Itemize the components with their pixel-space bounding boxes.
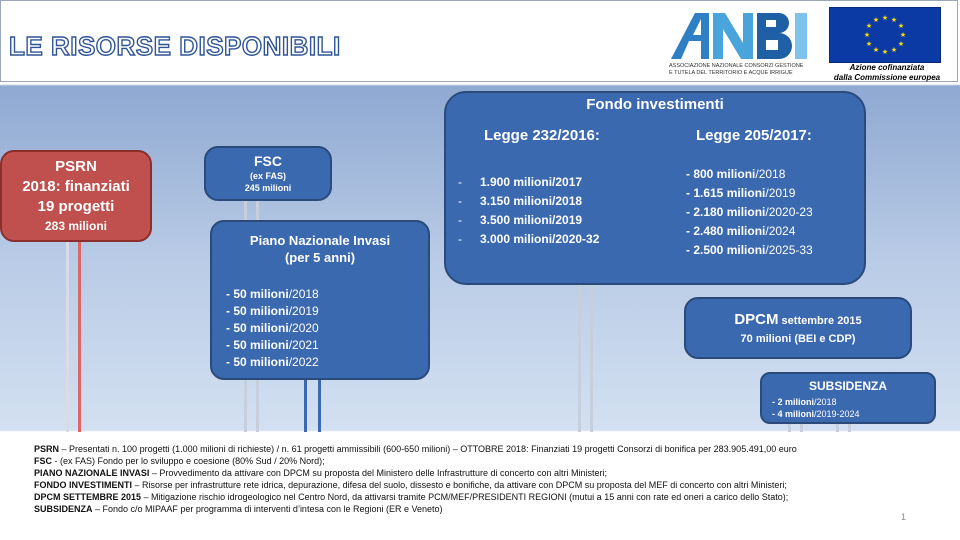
eu-caption-line2: dalla Commissione europea [833, 73, 941, 82]
fondo-col1-list [458, 173, 599, 249]
fondo-col1-title: Legge 232/2016: [484, 127, 600, 144]
list-item: - 50 milioni/2018 [226, 287, 319, 301]
fondo-col2-list [686, 165, 813, 260]
psrn-pole-left [66, 240, 69, 432]
piano-title1: Piano Nazionale Invasi [249, 233, 391, 248]
list-item: - 3.150 milioni/2018 [458, 194, 583, 208]
dpcm-title: DPCM [734, 311, 779, 328]
svg-text:★: ★ [872, 46, 880, 54]
list-item: - 800 milioni/2018 [686, 167, 786, 181]
list-item: - 3.500 milioni/2019 [458, 213, 583, 227]
dpcm-box [684, 297, 912, 359]
anbi-logo-graphic [669, 7, 819, 63]
fondo-title: Fondo investimenti [586, 96, 724, 113]
list-item: - 3.000 milioni/2020-32 [458, 232, 600, 246]
page-title: LE RISORSE DISPONIBILI [9, 31, 341, 61]
subsidenza-box [760, 372, 936, 424]
fondo-col2-title: Legge 205/2017: [696, 127, 812, 144]
list-item: - 2.500 milioni/2025-33 [686, 243, 813, 257]
list-item: - 50 milioni/2021 [226, 338, 319, 352]
list-item: - 50 milioni/2020 [226, 321, 319, 335]
subsidenza-title: SUBSIDENZA [808, 379, 887, 393]
footer-note-psrn: PSRN – Presentati n. 100 progetti (1.000 milioni di richieste) / n. 61 progetti ammissibili (600-650 milioni) – OTTOBRE 2018: Finanziati 19 progetti Consorzi di bonifica per 283.905.491,00 euro [34, 444, 797, 454]
footer-note-fondo: FONDO INVESTIMENTI – Risorse per infrastrutture rete idrica, depurazione, difesa del suolo, dissesto e bonifiche, da attivare con DPCM su proposta del MEF di concerto con altri Ministeri; [34, 480, 787, 490]
subsidenza-list [772, 396, 860, 420]
svg-text:★: ★ [872, 16, 880, 24]
piano-box [210, 220, 430, 380]
svg-text:★: ★ [863, 31, 871, 39]
psrn-line1: PSRN [55, 158, 97, 175]
svg-text:★: ★ [890, 46, 898, 54]
list-item: - 4 milioni/2019-2024 [772, 409, 860, 419]
footer-note-piano: PIANO NAZIONALE INVASI – Provvedimento da attivare con DPCM su proposta del Ministero delle Infrastrutture di concerto con altri Ministeri; [34, 468, 608, 478]
footer-note-dpcm: DPCM SETTEMBRE 2015 – Mitigazione rischio idrogeologico nel Centro Nord, da attivarsi tramite PCM/MEF/PRESIDENTI REGIONI (mutui a 15 anni con rate ed oneri a carico dello Stato); [34, 492, 789, 502]
list-item: - 1.615 milioni/2019 [686, 186, 796, 200]
psrn-line3: 19 progetti [37, 198, 115, 215]
list-item: - 2 milioni/2018 [772, 397, 837, 407]
eu-caption-line1: Azione cofinanziata [849, 63, 925, 72]
dpcm-title-line [686, 311, 910, 330]
footer-note-fsc: FSC - (ex FAS) Fondo per lo sviluppo e coesione (80% Sud / 20% Nord); [34, 456, 325, 466]
list-item: - 50 milioni/2022 [226, 355, 319, 369]
svg-text:★: ★ [897, 40, 905, 48]
psrn-pole-right [78, 240, 81, 432]
svg-text:★: ★ [865, 40, 873, 48]
fsc-title: FSC [254, 153, 282, 169]
psrn-line2: 2018: finanziati [22, 178, 130, 195]
dpcm-title-small: settembre 2015 [778, 315, 862, 327]
fsc-box [204, 146, 332, 201]
anbi-caption-line1: ASSOCIAZIONE NAZIONALE CONSORZI GESTIONE [669, 63, 804, 69]
svg-text:★: ★ [890, 16, 898, 24]
list-item: - 2.480 milioni/2024 [686, 224, 796, 238]
anbi-caption-line2: E TUTELA DEL TERRITORIO E ACQUE IRRIGUE [669, 69, 793, 76]
list-item: - 1.900 milioni/2017 [458, 175, 583, 189]
eu-logo [825, 7, 957, 81]
header-bar [0, 0, 958, 82]
anbi-caption [669, 63, 819, 76]
page-number: 1 [900, 512, 906, 522]
anbi-logo [669, 7, 819, 79]
piano-list [226, 286, 319, 371]
psrn-line4: 283 milioni [44, 219, 108, 233]
dpcm-amount: 70 milioni (BEI e CDP) [740, 333, 856, 345]
piano-title2: (per 5 anni) [284, 250, 356, 265]
psrn-box [0, 150, 152, 242]
fsc-amount: 245 milioni [244, 183, 292, 193]
fondo-pole-left [578, 282, 581, 432]
piano-pole-left [304, 378, 307, 432]
footer-note-subsidenza: SUBSIDENZA – Fondo c/o MIPAAF per programma di interventi d’intesa con le Regioni (ER e Veneto) [34, 504, 443, 514]
svg-text:★: ★ [897, 22, 905, 30]
svg-text:★: ★ [881, 14, 889, 22]
footer-notes [0, 432, 960, 540]
fondo-box [444, 91, 866, 285]
list-item: - 50 milioni/2019 [226, 304, 319, 318]
list-item: - 2.180 milioni/2020-23 [686, 205, 813, 219]
svg-text:★: ★ [899, 31, 907, 39]
fsc-sub: (ex FAS) [249, 171, 286, 181]
eu-flag-icon [829, 7, 941, 63]
svg-text:★: ★ [865, 22, 873, 30]
piano-pole-right [318, 378, 321, 432]
fondo-pole-right [590, 282, 593, 432]
svg-text:★: ★ [881, 48, 889, 56]
